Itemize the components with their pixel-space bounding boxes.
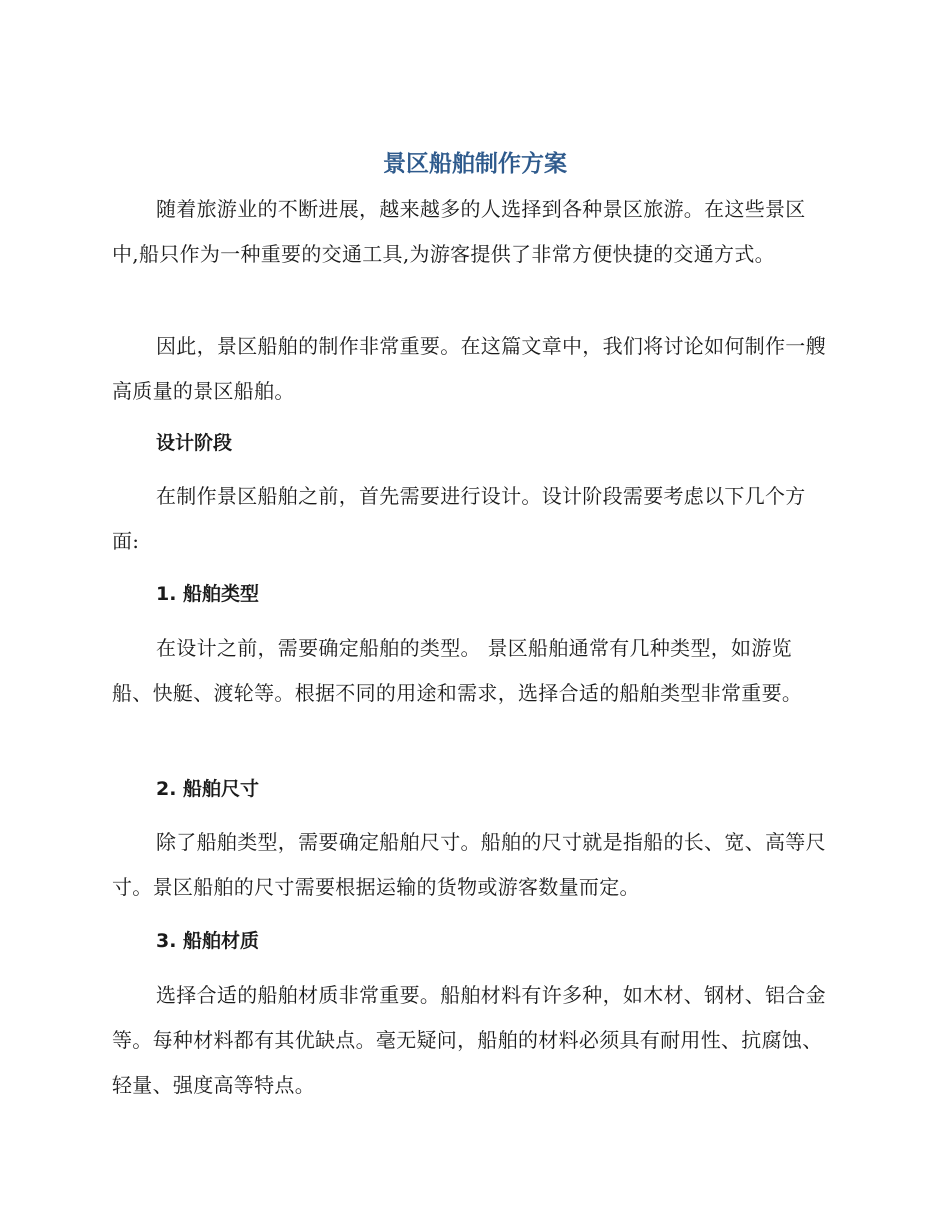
subsection-paragraph-ship-material: 选择合适的船舶材质非常重要。船舶材料有许多种，如木材、钢材、铝合金等。每种材料都有其优缺点。毫无疑问，船舶的材料必须具有耐用性、抗腐蚀、轻量、强度高等特点。 (112, 983, 826, 1097)
subsection-heading-ship-type: 1. 船舶类型 (156, 583, 260, 605)
subsection-heading-ship-material: 3. 船舶材质 (156, 930, 260, 952)
design-paragraph: 在制作景区船舶之前，首先需要进行设计。设计阶段需要考虑以下几个方面: (112, 484, 806, 553)
intro-paragraph-2: 因此，景区船舶的制作非常重要。在这篇文章中，我们将讨论如何制作一艘高质量的景区船舶。 (112, 334, 826, 403)
document-title: 景区船舶制作方案 (383, 151, 567, 177)
subsection-heading-ship-size: 2. 船舶尺寸 (156, 778, 260, 800)
subsection-paragraph-ship-size: 除了船舶类型，需要确定船舶尺寸。船舶的尺寸就是指船的长、宽、高等尺寸。景区船舶的尺寸需要根据运输的货物或游客数量而定。 (112, 830, 826, 899)
section-heading-design: 设计阶段 (156, 432, 233, 454)
subsection-paragraph-ship-type: 在设计之前，需要确定船舶的类型。 景区船舶通常有几种类型，如游览船、快艇、渡轮等。根据不同的用途和需求，选择合适的船舶类型非常重要。 (112, 636, 803, 705)
intro-paragraph-1: 随着旅游业的不断进展，越来越多的人选择到各种景区旅游。在这些景区中,船只作为一种重要的交通工具,为游客提供了非常方便快捷的交通方式。 (112, 197, 806, 266)
